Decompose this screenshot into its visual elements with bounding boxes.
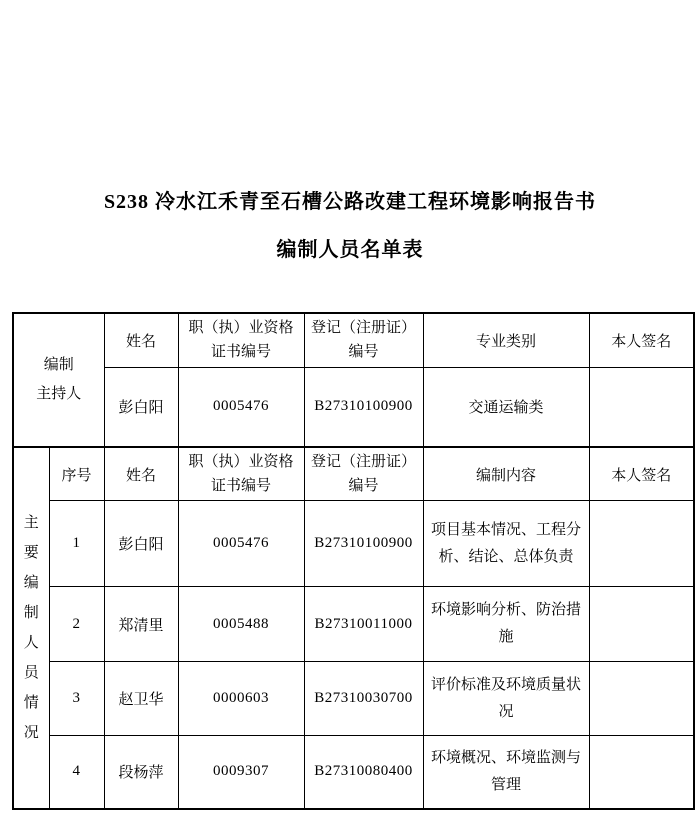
section2-label-text: 主要编制人员情况 <box>23 514 39 741</box>
page-subtitle: 编制人员名单表 <box>276 239 424 261</box>
cell-name: 郑清里 <box>104 587 178 662</box>
cell-name: 赵卫华 <box>104 662 178 736</box>
signature-cell <box>589 501 694 587</box>
cell-index: 2 <box>49 587 104 662</box>
signature-cell <box>589 736 694 809</box>
cell-content: 环境影响分析、防治措施 <box>423 587 589 662</box>
cell-content: 环境概况、环境监测与管理 <box>423 736 589 809</box>
cell-cert-no: 0005488 <box>178 587 304 662</box>
header-reg-no <box>304 447 423 501</box>
header-name: 姓名 <box>104 447 178 501</box>
section1-data-row <box>13 367 694 447</box>
section1-header-row <box>13 313 694 367</box>
personnel-roster-table <box>12 312 695 810</box>
header-category: 专业类别 <box>423 313 589 367</box>
cell-index: 3 <box>49 662 104 736</box>
section1-label-line1: 编制 <box>43 357 74 373</box>
header-signature: 本人签名 <box>589 313 694 367</box>
header-content: 编制内容 <box>423 447 589 501</box>
header-index: 序号 <box>49 447 104 501</box>
cell-content: 评价标准及环境质量状况 <box>423 662 589 736</box>
cell-name: 彭白阳 <box>104 501 178 587</box>
header-signature: 本人签名 <box>589 447 694 501</box>
header-reg-no <box>304 313 423 367</box>
signature-cell <box>589 367 694 447</box>
cell-index: 4 <box>49 736 104 809</box>
section1-label <box>13 313 104 447</box>
header-cert-no-line1: 职（执）业资格 <box>188 454 294 470</box>
table-row <box>13 501 694 587</box>
cell-cert-no: 0009307 <box>178 736 304 809</box>
header-name: 姓名 <box>104 313 178 367</box>
cell-content: 项目基本情况、工程分析、结论、总体负责 <box>423 501 589 587</box>
header-reg-no-line2: 编号 <box>348 478 379 494</box>
page-title: S238 冷水江禾青至石槽公路改建工程环境影响报告书 <box>103 191 597 213</box>
cell-reg-no: B27310011000 <box>304 587 423 662</box>
cell-name: 段杨萍 <box>104 736 178 809</box>
header-cert-no-line2: 证书编号 <box>211 478 272 494</box>
cell-cert-no: 0000603 <box>178 662 304 736</box>
header-cert-no-line1: 职（执）业资格 <box>188 320 294 337</box>
table-row <box>13 662 694 736</box>
cell-cert-no: 0005476 <box>178 367 304 447</box>
cell-name: 彭白阳 <box>104 367 178 447</box>
cell-reg-no: B27310080400 <box>304 736 423 809</box>
section1-label-line2: 主持人 <box>36 386 82 402</box>
header-reg-no-line2: 编号 <box>348 344 379 361</box>
header-cert-no <box>178 447 304 501</box>
header-cert-no <box>178 313 304 367</box>
table-row <box>13 736 694 809</box>
section2-header-row <box>13 447 694 501</box>
signature-cell <box>589 662 694 736</box>
signature-cell <box>589 587 694 662</box>
header-reg-no-line1: 登记（注册证） <box>311 454 417 470</box>
cell-cert-no: 0005476 <box>178 501 304 587</box>
section2-label <box>13 447 49 809</box>
cell-reg-no: B27310030700 <box>304 662 423 736</box>
table-row <box>13 587 694 662</box>
cell-index: 1 <box>49 501 104 587</box>
header-reg-no-line1: 登记（注册证） <box>311 320 417 337</box>
cell-reg-no: B27310100900 <box>304 367 423 447</box>
cell-category: 交通运输类 <box>423 367 589 447</box>
header-cert-no-line2: 证书编号 <box>211 344 272 361</box>
cell-reg-no: B27310100900 <box>304 501 423 587</box>
